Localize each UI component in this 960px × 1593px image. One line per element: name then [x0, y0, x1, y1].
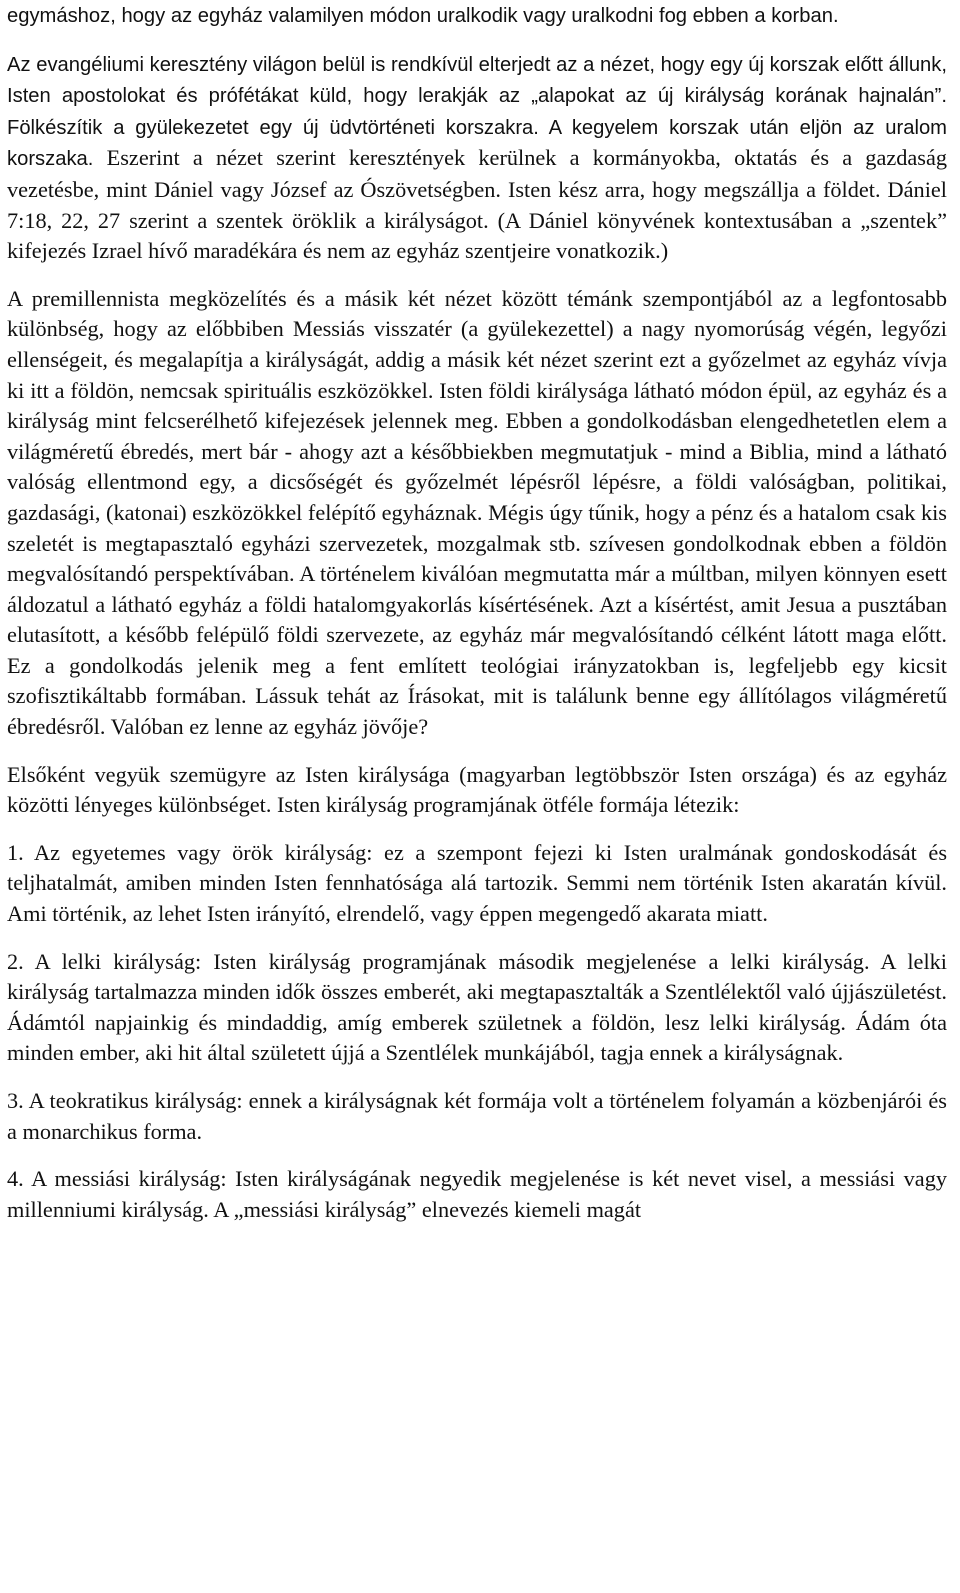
text-segment: Az evangéliumi keresztény világon belül is rendkívül elterjedt az a nézet, hogy egy új korszak előtt állunk, Isten apostolokat és prófétákat küld, hogy lerakják az „alapokat az új királyság korának hajnalán”. Fölkészítik a gyülekezetet egy új üdvtörténeti korszakra. A kegyelem korszak után eljön az uralom korszaka.: [7, 53, 947, 171]
text-segment: 1. Az egyetemes vagy örök királyság: ez a szempont fejezi ki Isten uralmának gondoskodását és teljhatalmát, amiben minden Isten fennhatósága alá tartozik. Semmi nem történik Isten akaratán kívül. Ami történik, az lehet Isten irányító, elrendelő, vagy éppen megengedő akarata miatt.: [7, 839, 947, 927]
text-segment: Elsőként vegyük szemügyre az Isten királysága (magyarban legtöbbször Isten országa) és az egyház közötti lényeges különbséget. Isten királyság programjának ötféle formája létezik:: [7, 761, 947, 818]
list-item-universal-kingdom: [7, 838, 947, 930]
paragraph-intro-fragment: [7, 0, 947, 32]
text-segment: A premillennista megközelítés és a másik két nézet között témánk szempontjából az a legfontosabb különbség, hogy az előbbiben Messiás visszatér (a gyülekezettel) a nagy nyomorúság végén, legyőzi ellenségeit, és megalapítja a királyságát, addig a másik két nézet szerint ezt a győzelmet az egyház vívja ki itt a földön, nemcsak spirituális eszközökkel. Isten földi királysága látható módon épül, az egyház és a királyság mint felcserélhető kifejezések jelennek meg. Ebben a gondolkodásban elengedhetetlen elem a világméretű ébredés, mert bár - ahogy azt a későbbiekben megmutatjuk - mind a Biblia, mind a látható valóság ellentmond egy, a dicsőségét és győzelmét lépésről lépésre, a földi valóságban, politikai, gazdasági, (katonai) eszközökkel felépítő egyháznak. Mégis úgy tűnik, hogy a pénz és a hatalom csak kis szeletét is megtapasztaló egyházi szervezetek, mozgalmak stb. szívesen gondolkodnak ebben a földön megvalósítandó perspektívában. A történelem kiválóan megmutatta már a múltban, milyen könnyen esett áldozatul a látható egyház a földi hatalomgyakorlás kísértésének. Azt a kísértést, amit Jesua a pusztában elutasított, a később felépülő földi szervezete, az egyház már megvalósítandó célként látott maga előtt. Ez a gondolkodás jelenik meg a fent említett teológiai irányzatokban is, legfeljebb egy kicsit szofisztikáltabb formában. Lássuk tehát az Írásokat, mit is találunk benne egy állítólagos világméretű ébredésről. Valóban ez lenne az egyház jövője?: [7, 285, 947, 740]
list-item-messianic-kingdom: [7, 1164, 947, 1225]
paragraph-kingdom-forms-intro: [7, 760, 947, 821]
list-item-spiritual-kingdom: [7, 947, 947, 1069]
list-item-theocratic-kingdom: [7, 1086, 947, 1147]
text-segment: Eszerint a nézet szerint keresztények kerülnek a kormányokba, oktatás és a gazdaság vezetésbe, mint Dániel vagy József az Ószövetségben. Isten kész arra, hogy megszállja a földet. Dániel 7:18, 22, 27 szerint a szentek öröklik a királyságot. (A Dániel könyvének kontextusában a „szentek” kifejezés Izrael hívő maradékára és nem az egyház szentjeire vonatkozik.): [7, 145, 948, 264]
paragraph-new-era-view: [7, 49, 947, 267]
text-segment: 4. A messiási királyság: Isten királyságának negyedik megjelenése is két nevet visel, a messiási vagy millenniumi királyság. A „messiási királyság” elnevezés kiemeli magát: [7, 1166, 947, 1222]
document-page: [7, 0, 947, 1225]
text-segment: 3. A teokratikus királyság: ennek a királyságnak két formája volt a történelem folyamán a közbenjárói és a monarchikus forma.: [7, 1088, 947, 1144]
text-segment: 2. A lelki királyság: Isten királyság programjának második megjelenése a lelki királyság. A lelki királyság tartalmazza minden idők összes emberét, aki megtapasztalták a Szentlélektől való újjászületést. Ádámtól napjainkig és mindaddig, amíg emberek születnek a földön, lesz lelki királyság. Ádám óta minden ember, aki hit által született újjá a Szentlélek munkájából, tagja ennek a királyságnak.: [7, 948, 947, 1066]
paragraph-premillennial-difference: [7, 284, 947, 743]
text-segment: egymáshoz, hogy az egyház valamilyen módon uralkodik vagy uralkodni fog ebben a korban.: [7, 5, 839, 27]
